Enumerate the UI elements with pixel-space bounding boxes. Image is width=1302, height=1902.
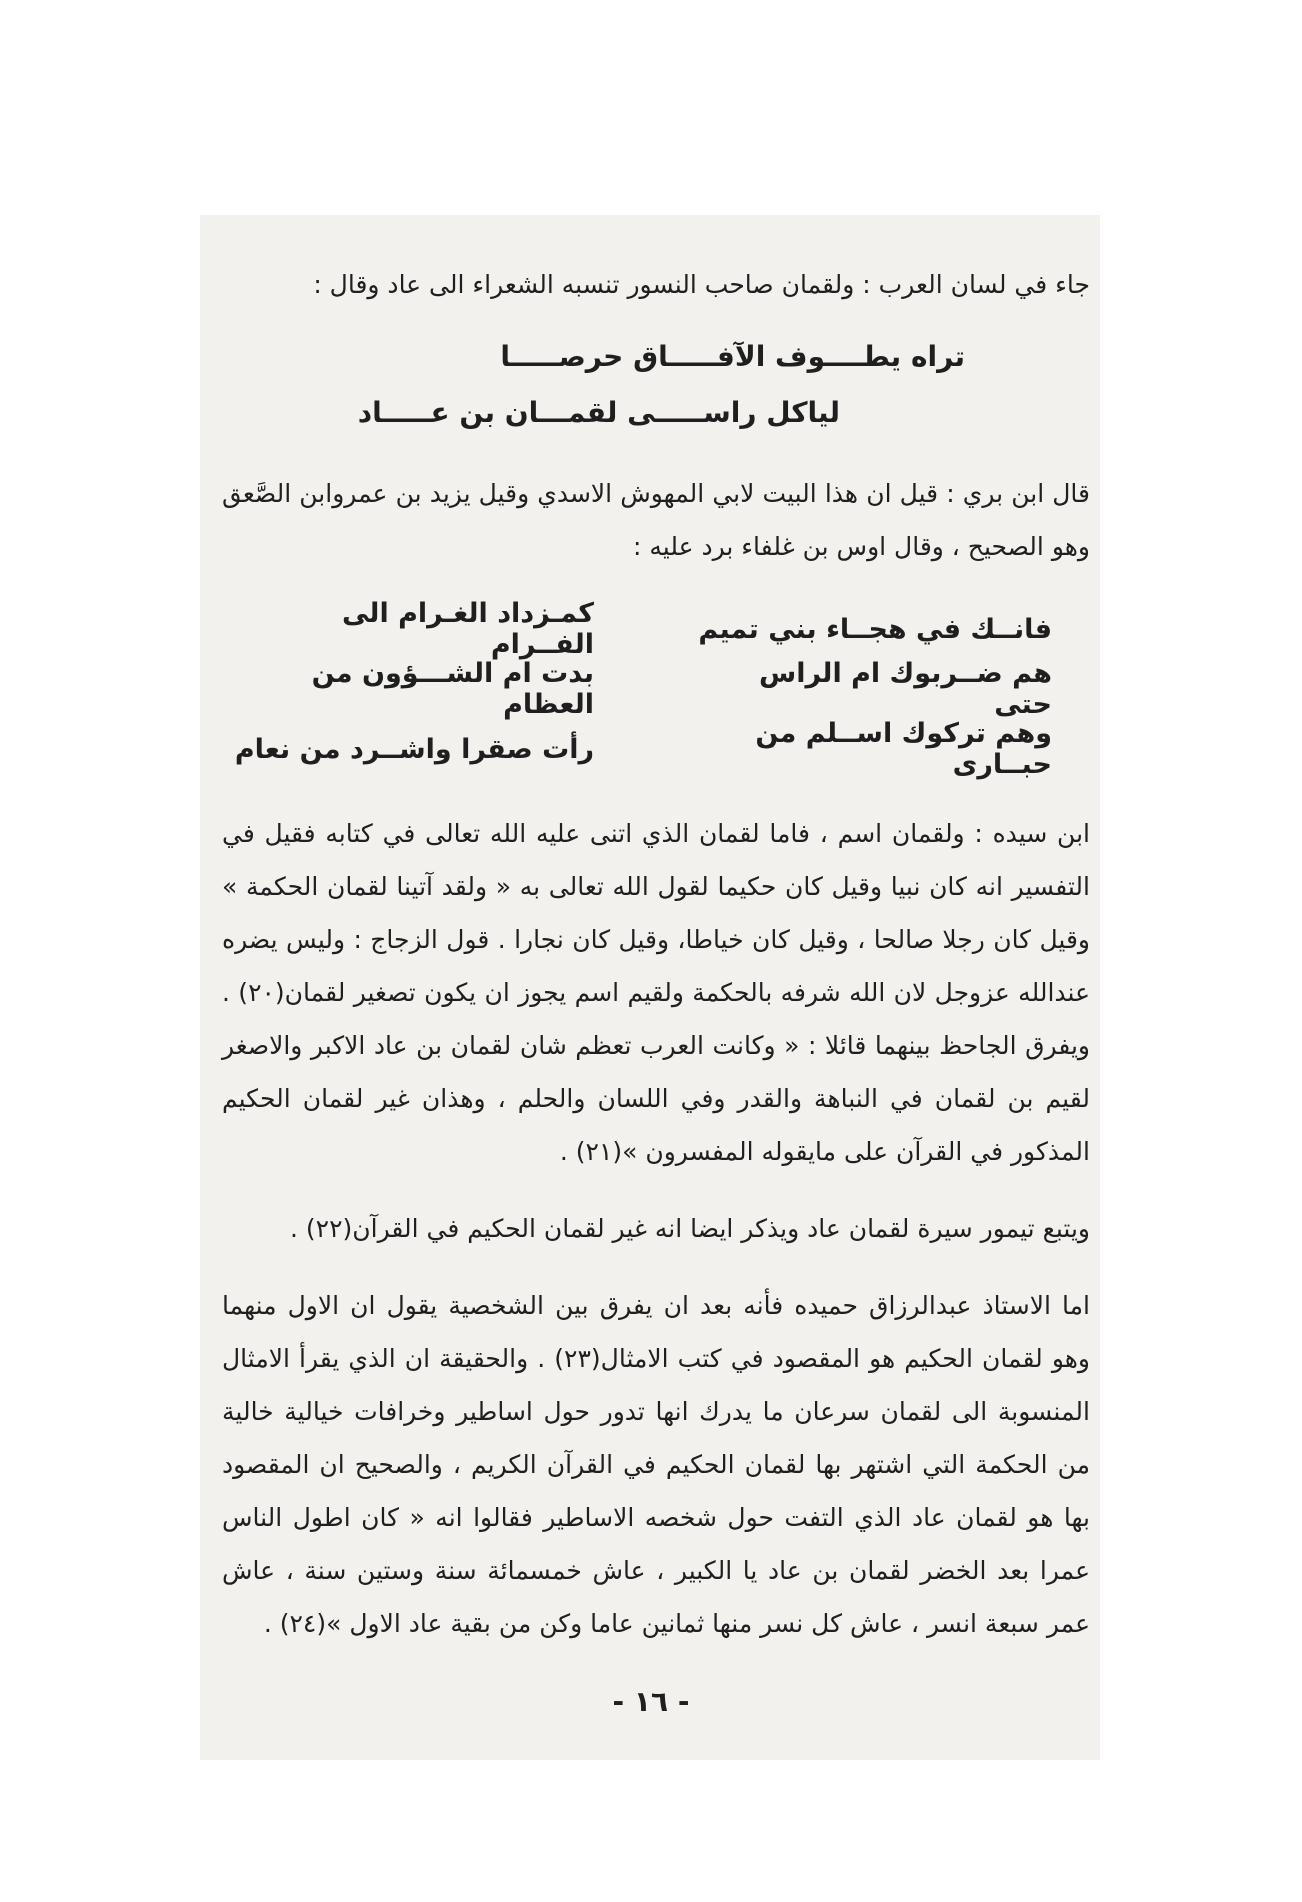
paragraph-ibn-barri: قال ابن بري : قيل ان هذا البيت لابي المهوش الاسدي وقيل يزيد بن عمروابن الصَّعق وهو الصحيح ، وقال اوس بن غلفاء برد عليه : (222, 479, 1090, 561)
poem-hemistich-second: رأت صقرا واشــرد من نعام (234, 733, 594, 765)
poem-hemistich-first: هم ضــربوك ام الراس حتى (759, 658, 1052, 720)
page-content (222, 258, 1090, 1650)
poem-verse (222, 599, 1090, 659)
verse-line-2: لياكل راســـــى لقمـــان بن عـــــاد (357, 396, 840, 429)
paragraph-lisan-al-arab: جاء في لسان العرب : ولقمان صاحب النسور تنسبه الشعراء الى عاد وقال : (313, 270, 1090, 299)
poem-verse (222, 659, 1090, 719)
paragraph-ibn-sidah: ابن سيده : ولقمان اسم ، فاما لقمان الذي اتنى عليه الله تعالى في كتابه فقيل في التفسير انه كان نبيا وقيل كان حكيما لقول الله تعالى به « ولقد آتينا لقمان الحكمة » وقيل كان رجلا صالحا ، وقيل كان خياطا، وقيل كان نجارا . قول الزجاج : وليس يضره عندالله عزوجل لان الله شرفه بالحكمة ولقيم اسم يجوز ان يكون تصغير لقمان(٢٠) . ويفرق الجاحظ بينهما قائلا : « وكانت العرب تعظم شان لقمان بن عاد الاكبر والاصغر لقيم بن لقمان في النباهة والقدر وفي اللسان والحلم ، وهذان غير لقمان الحكيم المذكور في القرآن على مايقوله المفسرون »(٢١) . (222, 819, 1090, 1166)
poem-hemistich-first: فانــك في هجــاء بني تميم (698, 613, 1052, 645)
paragraph-abd-al-razzaq: اما الاستاذ عبدالرزاق حميده فأنه بعد ان يفرق بين الشخصية يقول ان الاول منهما وهو لقمان الحكيم هو المقصود في كتب الامثال(٢٣) . والحقيقة ان الذي يقرأ الامثال المنسوبة الى لقمان سرعان ما يدرك انها تدور حول اساطير وخرافات خيالية خالية من الحكمة التي اشتهر بها لقمان الحكيم في القرآن الكريم ، والصحيح ان المقصود بها هو لقمان عاد الذي التفت حول شخصه الاساطير فقالوا انه « كان اطول الناس عمرا بعد الخضر لقمان بن عاد يا الكبير ، عاش خمسمائة سنة وستين سنة ، عاش عمر سبعة انسر ، عاش كل نسر منها ثمانين عاما وكن من بقية عاد الاول »(٢٤) . (222, 1291, 1090, 1638)
poem-hemistich-second: كمـزداد الغـرام الى الفــرام (341, 598, 594, 660)
verse-line-1: تراه يطــــوف الآفـــــاق حرصـــــا (500, 340, 965, 373)
poem-verse (222, 719, 1090, 779)
poem-hemistich-second: بدت ام الشـــؤون من العظام (311, 658, 594, 720)
poem-hemistich-first: وهم تركوك اســلم من حبــارى (755, 718, 1052, 780)
paragraph-taymur: ويتبع تيمور سيرة لقمان عاد ويذكر ايضا انه غير لقمان الحكيم في القرآن(٢٢) . (290, 1214, 1090, 1243)
poem-aws-ibn-ghalfa (222, 599, 1090, 779)
page-number: - ١٦ - (612, 1685, 690, 1718)
